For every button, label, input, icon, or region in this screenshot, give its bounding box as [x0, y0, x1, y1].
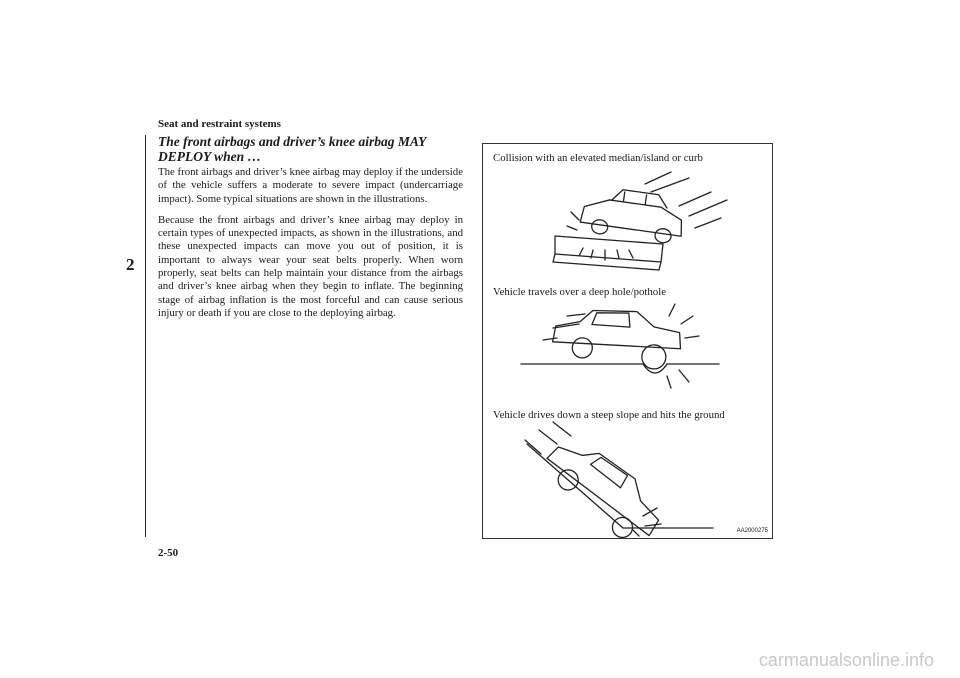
speed-lines-pothole [543, 314, 585, 340]
caption-pothole: Vehicle travels over a deep hole/pothole [493, 286, 666, 298]
paragraph-2: Because the front airbags and driver’s knee airbag may deploy in certain types of unexpected impacts, as shown in the illustrations, and these unexpected impacts can move you out of position, it is important to always wear your seat belts properly. When worn properly, seat belts can help maintain your distance from the airbags and driver’s knee airbag when they begin to inflate. The beginning stage of airbag inflation is the most forceful and can cause serious injury or death if you are close to the deploying airbag. [158, 213, 463, 319]
figure-code: AA2000275 [736, 528, 768, 534]
illustration-figure [482, 143, 773, 539]
impact-marks-pothole [667, 304, 699, 388]
watermark[interactable]: carmanualsonline.info [758, 650, 934, 670]
pothole-illustration [521, 304, 719, 388]
illustration-drawings [483, 144, 772, 538]
road-pothole [521, 364, 719, 373]
body-text [158, 166, 463, 328]
page-number: 2-50 [158, 547, 179, 559]
curb-collision-illustration [553, 172, 727, 270]
curb [553, 236, 663, 270]
slope-illustration [525, 422, 713, 538]
section-heading: The front airbags and driver’s knee airbag MAY DEPLOY when … [158, 134, 426, 164]
car-body-slope [536, 428, 671, 538]
slope-ground [527, 444, 713, 528]
caption-curb: Collision with an elevated median/island or curb [493, 152, 703, 164]
paragraph-1: The front airbags and driver’s knee airbag may deploy if the underside of the vehicle suffers a moderate to severe impact (undercarriage impact). Some typical situations are shown in the illustrations. [158, 166, 463, 205]
speed-lines-curb [567, 172, 727, 230]
caption-slope: Vehicle drives down a steep slope and hits the ground [493, 409, 725, 421]
section-header: Seat and restraint systems [158, 118, 281, 130]
car-body-curb [579, 184, 687, 245]
chapter-rule [145, 135, 146, 537]
chapter-tab: 2 [126, 255, 135, 274]
